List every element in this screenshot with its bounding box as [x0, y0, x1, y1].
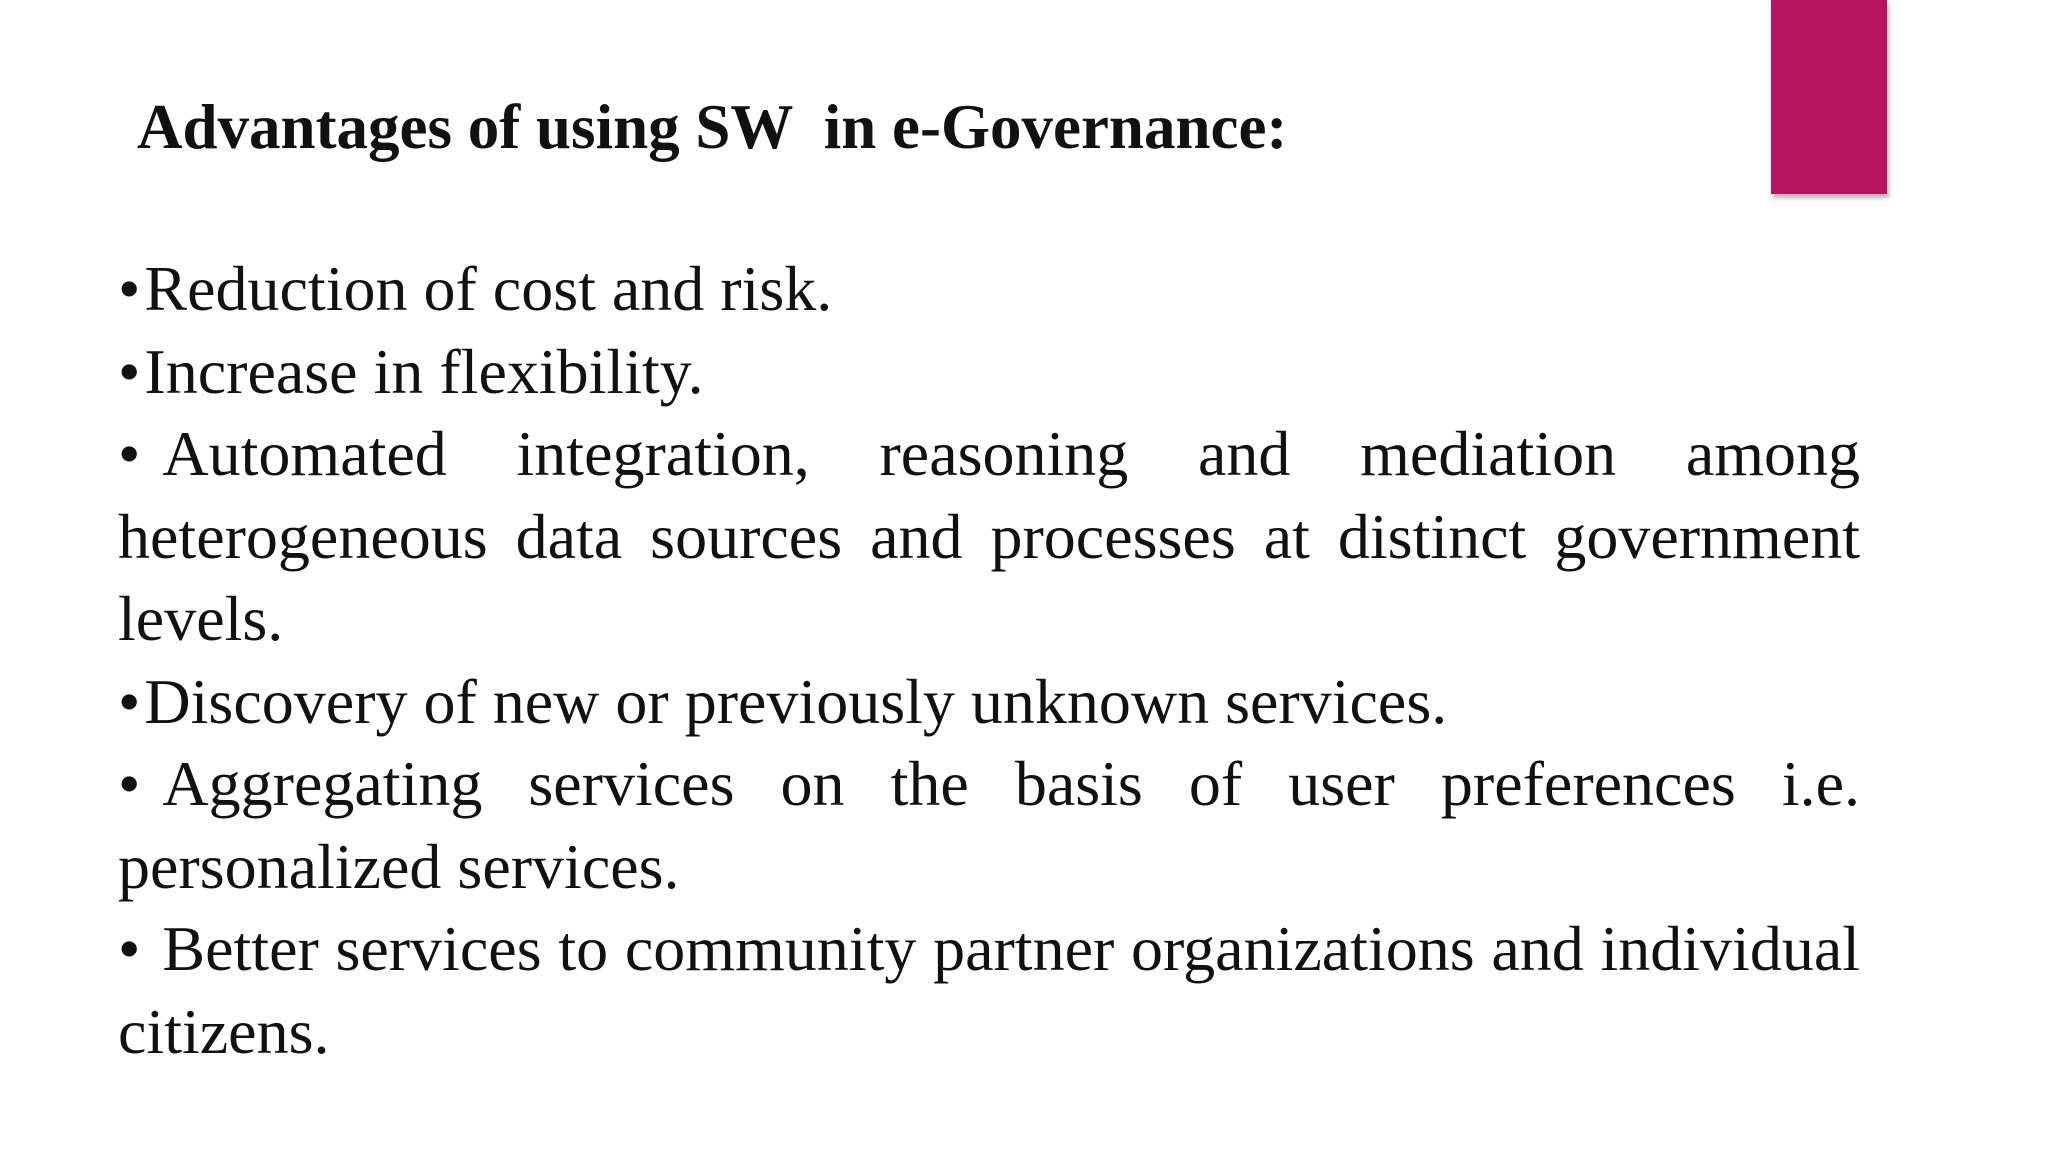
bullet-item [118, 908, 1860, 1073]
bullet-text: Reduction of cost and risk. [144, 253, 833, 324]
bullet-item [118, 413, 1860, 661]
bullet-text: Automated integration, reasoning and mediation among heterogeneous data sources and processes at distinct government levels. [118, 418, 1860, 654]
bullet-text: Increase in flexibility. [144, 335, 704, 407]
bullet-item [118, 248, 1860, 331]
bullet-icon: • [118, 418, 141, 489]
bullet-text: Better services to community partner organizations and individual citizens. [118, 913, 1860, 1067]
bullet-item [118, 743, 1860, 908]
bullet-item [118, 661, 1860, 744]
bullet-icon: • [118, 253, 141, 324]
accent-bar [1771, 0, 1887, 194]
bullet-text: Aggregating services on the basis of user preferences i.e. personalized services. [118, 748, 1860, 902]
bullet-icon: • [118, 913, 141, 984]
bullet-item [118, 331, 1860, 414]
bullet-icon: • [118, 748, 141, 819]
slide-title: Advantages of using SW in e-Governance: [137, 92, 1288, 162]
bullet-text: Discovery of new or previously unknown services. [144, 665, 1448, 737]
bullet-icon: • [118, 665, 141, 737]
bullet-list [118, 248, 1860, 1073]
bullet-icon: • [118, 335, 141, 407]
